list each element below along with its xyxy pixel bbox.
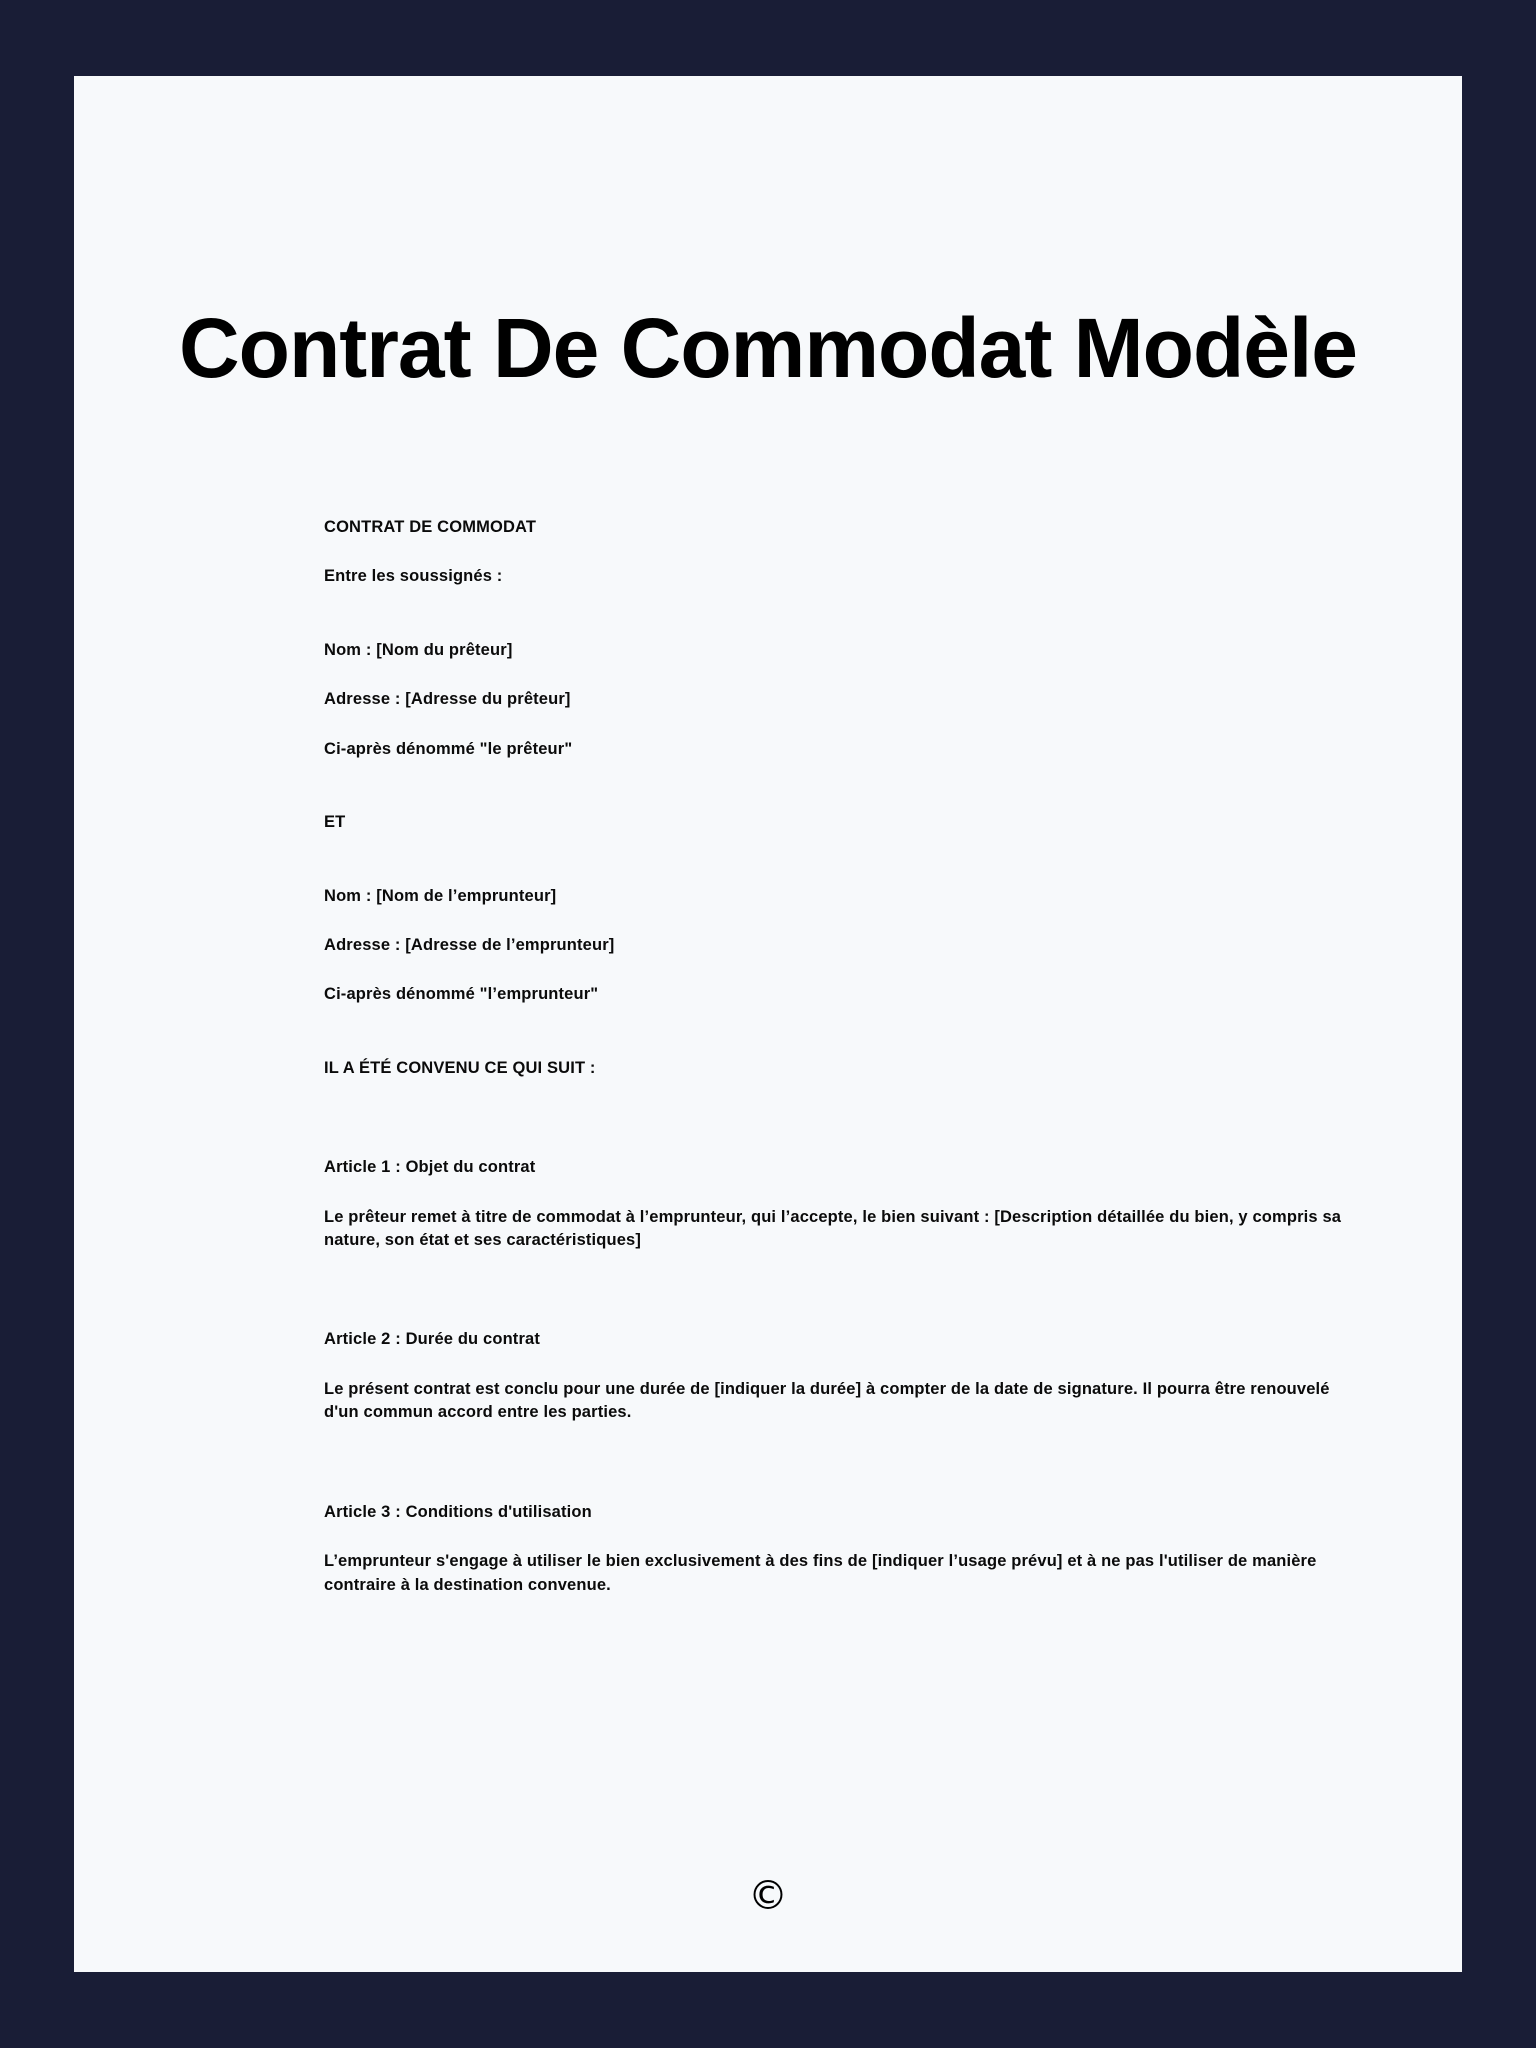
article-2-heading: Article 2 : Durée du contrat — [324, 1330, 540, 1349]
article-3-body: L’emprunteur s'engage à utiliser le bien exclusivement à des fins de [indiquer l’usage prévu] et à ne pas l'utiliser de manière contraire à la destination convenue. — [324, 1552, 1317, 1594]
page-title: Contrat De Commodat Modèle — [178, 301, 1358, 395]
agreement-line: IL A ÉTÉ CONVENU CE QUI SUIT : — [324, 1058, 596, 1077]
copyright-icon: © — [748, 1873, 788, 1919]
article-1-heading: Article 1 : Objet du contrat — [324, 1158, 536, 1177]
document-body — [324, 516, 1344, 1597]
lender-name: Nom : [Nom du prêteur] — [324, 640, 513, 659]
intro-line: Entre les soussignés : — [324, 567, 503, 586]
borrower-address: Adresse : [Adresse de l’emprunteur] — [324, 935, 615, 954]
borrower-alias: Ci-après dénommé "l’emprunteur" — [324, 985, 599, 1004]
conjunction-et: ET — [324, 813, 346, 832]
lender-address: Adresse : [Adresse du prêteur] — [324, 690, 571, 709]
article-2-body: Le présent contrat est conclu pour une durée de [indiquer la durée] à compter de la date de signature. Il pourra être renouvelé d'un commun accord entre les parties. — [324, 1379, 1330, 1422]
borrower-name: Nom : [Nom de l’emprunteur] — [324, 886, 557, 905]
article-1-body: Le prêteur remet à titre de commodat à l’emprunteur, qui l’accepte, le bien suivant : [Description détaillée du bien, y compris sa nature, son état et ses caractéristiques] — [324, 1207, 1342, 1250]
article-3-heading: Article 3 : Conditions d'utilisation — [324, 1502, 592, 1521]
document-page — [74, 76, 1462, 1972]
document-heading: CONTRAT DE COMMODAT — [324, 518, 537, 536]
lender-alias: Ci-après dénommé "le prêteur" — [324, 739, 573, 758]
